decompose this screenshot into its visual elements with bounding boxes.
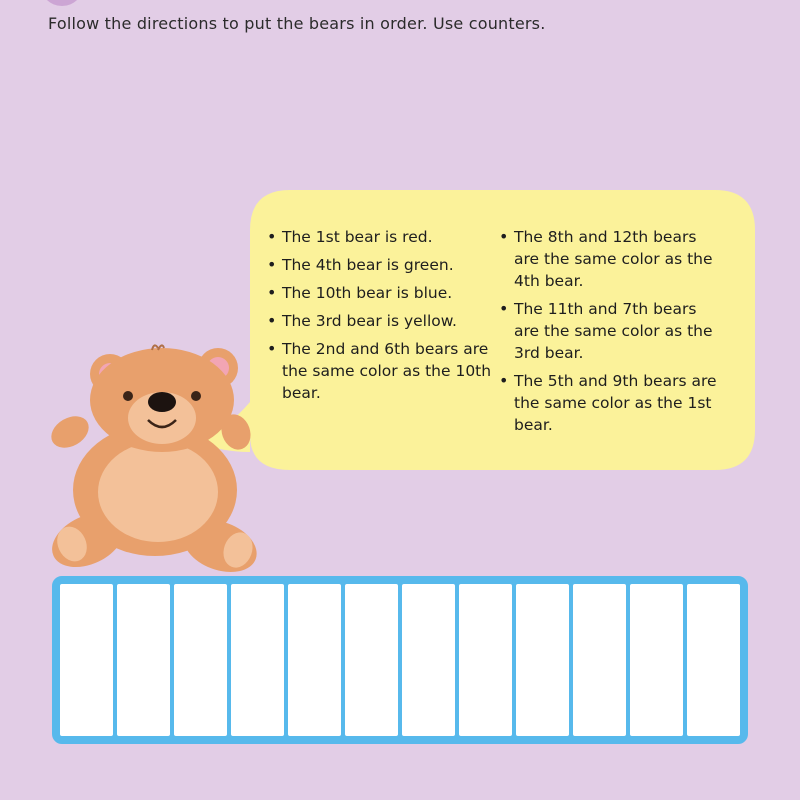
answer-slot[interactable] (516, 584, 569, 736)
answer-slots (52, 576, 748, 744)
instruction-text: Follow the directions to put the bears in order. Use counters. (48, 14, 546, 33)
answer-slot[interactable] (687, 584, 740, 736)
clue-item: • The 4th bear is green. (266, 254, 494, 276)
clue-item: • The 3rd bear is yellow. (266, 310, 494, 332)
answer-slot[interactable] (402, 584, 455, 736)
answer-slot[interactable] (345, 584, 398, 736)
answer-slot[interactable] (60, 584, 113, 736)
clue-item: • The 5th and 9th bears are the same color as the 1st bear. (498, 370, 726, 436)
clue-item: • The 1st bear is red. (266, 226, 494, 248)
clue-item: • The 10th bear is blue. (266, 282, 494, 304)
clue-item: • The 8th and 12th bears are the same color as the 4th bear. (498, 226, 726, 292)
clue-list-left (266, 226, 494, 410)
answer-slot[interactable] (174, 584, 227, 736)
teddy-bear-illustration (40, 340, 270, 580)
answer-slot[interactable] (117, 584, 170, 736)
clue-list-right (498, 226, 726, 442)
answer-slot[interactable] (288, 584, 341, 736)
clue-item: • The 2nd and 6th bears are the same color as the 10th bear. (266, 338, 494, 404)
answer-slot[interactable] (231, 584, 284, 736)
answer-slot[interactable] (459, 584, 512, 736)
answer-slot[interactable] (630, 584, 683, 736)
clue-item: • The 11th and 7th bears are the same color as the 3rd bear. (498, 298, 726, 364)
answer-slot[interactable] (573, 584, 626, 736)
